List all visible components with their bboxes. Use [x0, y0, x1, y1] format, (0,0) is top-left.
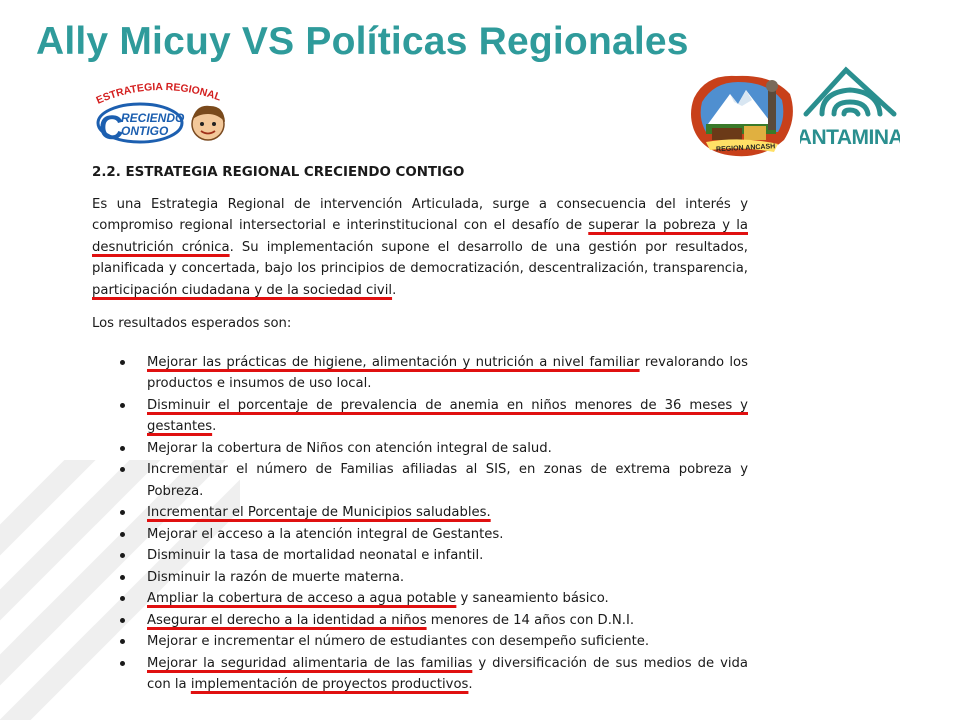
list-item: Mejorar el acceso a la atención integral de Gestantes.: [92, 524, 748, 546]
results-intro: Los resultados esperados son:: [92, 316, 292, 331]
underlined-poverty-goal: superar la pobreza y la desnutrición crónica: [92, 218, 748, 255]
child-face-icon: [192, 106, 225, 140]
paragraph-text-2: . Su implementación supone el desarrollo de una gestión por resultados, planificada y concertada, bajo los principios de democratización, descentralización, transparencia,: [92, 239, 748, 276]
list-item: Asegurar el derecho a la identidad a niños menores de 14 años con D.N.I.: [92, 610, 748, 632]
region-ancash-logo: [686, 68, 798, 160]
logo-arc-text: ESTRATEGIA REGIONAL: [94, 80, 223, 107]
antamina-logo: [800, 62, 900, 154]
logo-initial: C: [99, 109, 124, 146]
logo-line1: RECIENDO: [121, 111, 185, 125]
list-item: Ampliar la cobertura de acceso a agua potable y saneamiento básico.: [92, 588, 748, 610]
slide-title: Ally Micuy VS Políticas Regionales: [36, 20, 689, 63]
list-item: Incrementar el Porcentaje de Municipios saludables.: [92, 502, 748, 524]
list-item: Mejorar las prácticas de higiene, alimentación y nutrición a nivel familiar revalorando los productos e insumos de uso local.: [92, 352, 748, 395]
expected-results-list: [92, 352, 748, 696]
strategy-paragraph: [92, 194, 748, 302]
list-item: Incrementar el número de Familias afiliadas al SIS, en zonas de extrema pobreza y Pobreza.: [92, 459, 748, 502]
paragraph-text-1: Es una Estrategia Regional de intervención Articulada, surge a consecuencia del interés y compromiso regional intersectorial e interinstitucional con el desafío de: [92, 196, 748, 233]
list-item: Mejorar la seguridad alimentaria de las familias y diversificación de sus medios de vida con la implementación de proyectos productivos.: [92, 653, 748, 696]
list-item: Disminuir el porcentaje de prevalencia de anemia en niños menores de 36 meses y gestantes.: [92, 395, 748, 438]
estrategia-regional-logo: [88, 78, 238, 146]
logo-line2: ONTIGO: [121, 124, 169, 138]
region-logo-text: REGION ANCASH: [715, 143, 776, 154]
list-item: Mejorar la cobertura de Niños con atención integral de salud.: [92, 438, 748, 460]
list-item: Disminuir la razón de muerte materna.: [92, 567, 748, 589]
underlined-civil-participation: participación ciudadana y de la sociedad civil: [92, 282, 393, 298]
list-item: Disminuir la tasa de mortalidad neonatal e infantil.: [92, 545, 748, 567]
paragraph-text-3: .: [392, 282, 397, 298]
document-excerpt: [92, 162, 748, 696]
section-heading: 2.2. ESTRATEGIA REGIONAL CRECIENDO CONTIGO: [92, 165, 465, 180]
antamina-logo-text: ANTAMINA: [800, 126, 900, 149]
list-item: Mejorar e incrementar el número de estudiantes con desempeño suficiente.: [92, 631, 748, 653]
